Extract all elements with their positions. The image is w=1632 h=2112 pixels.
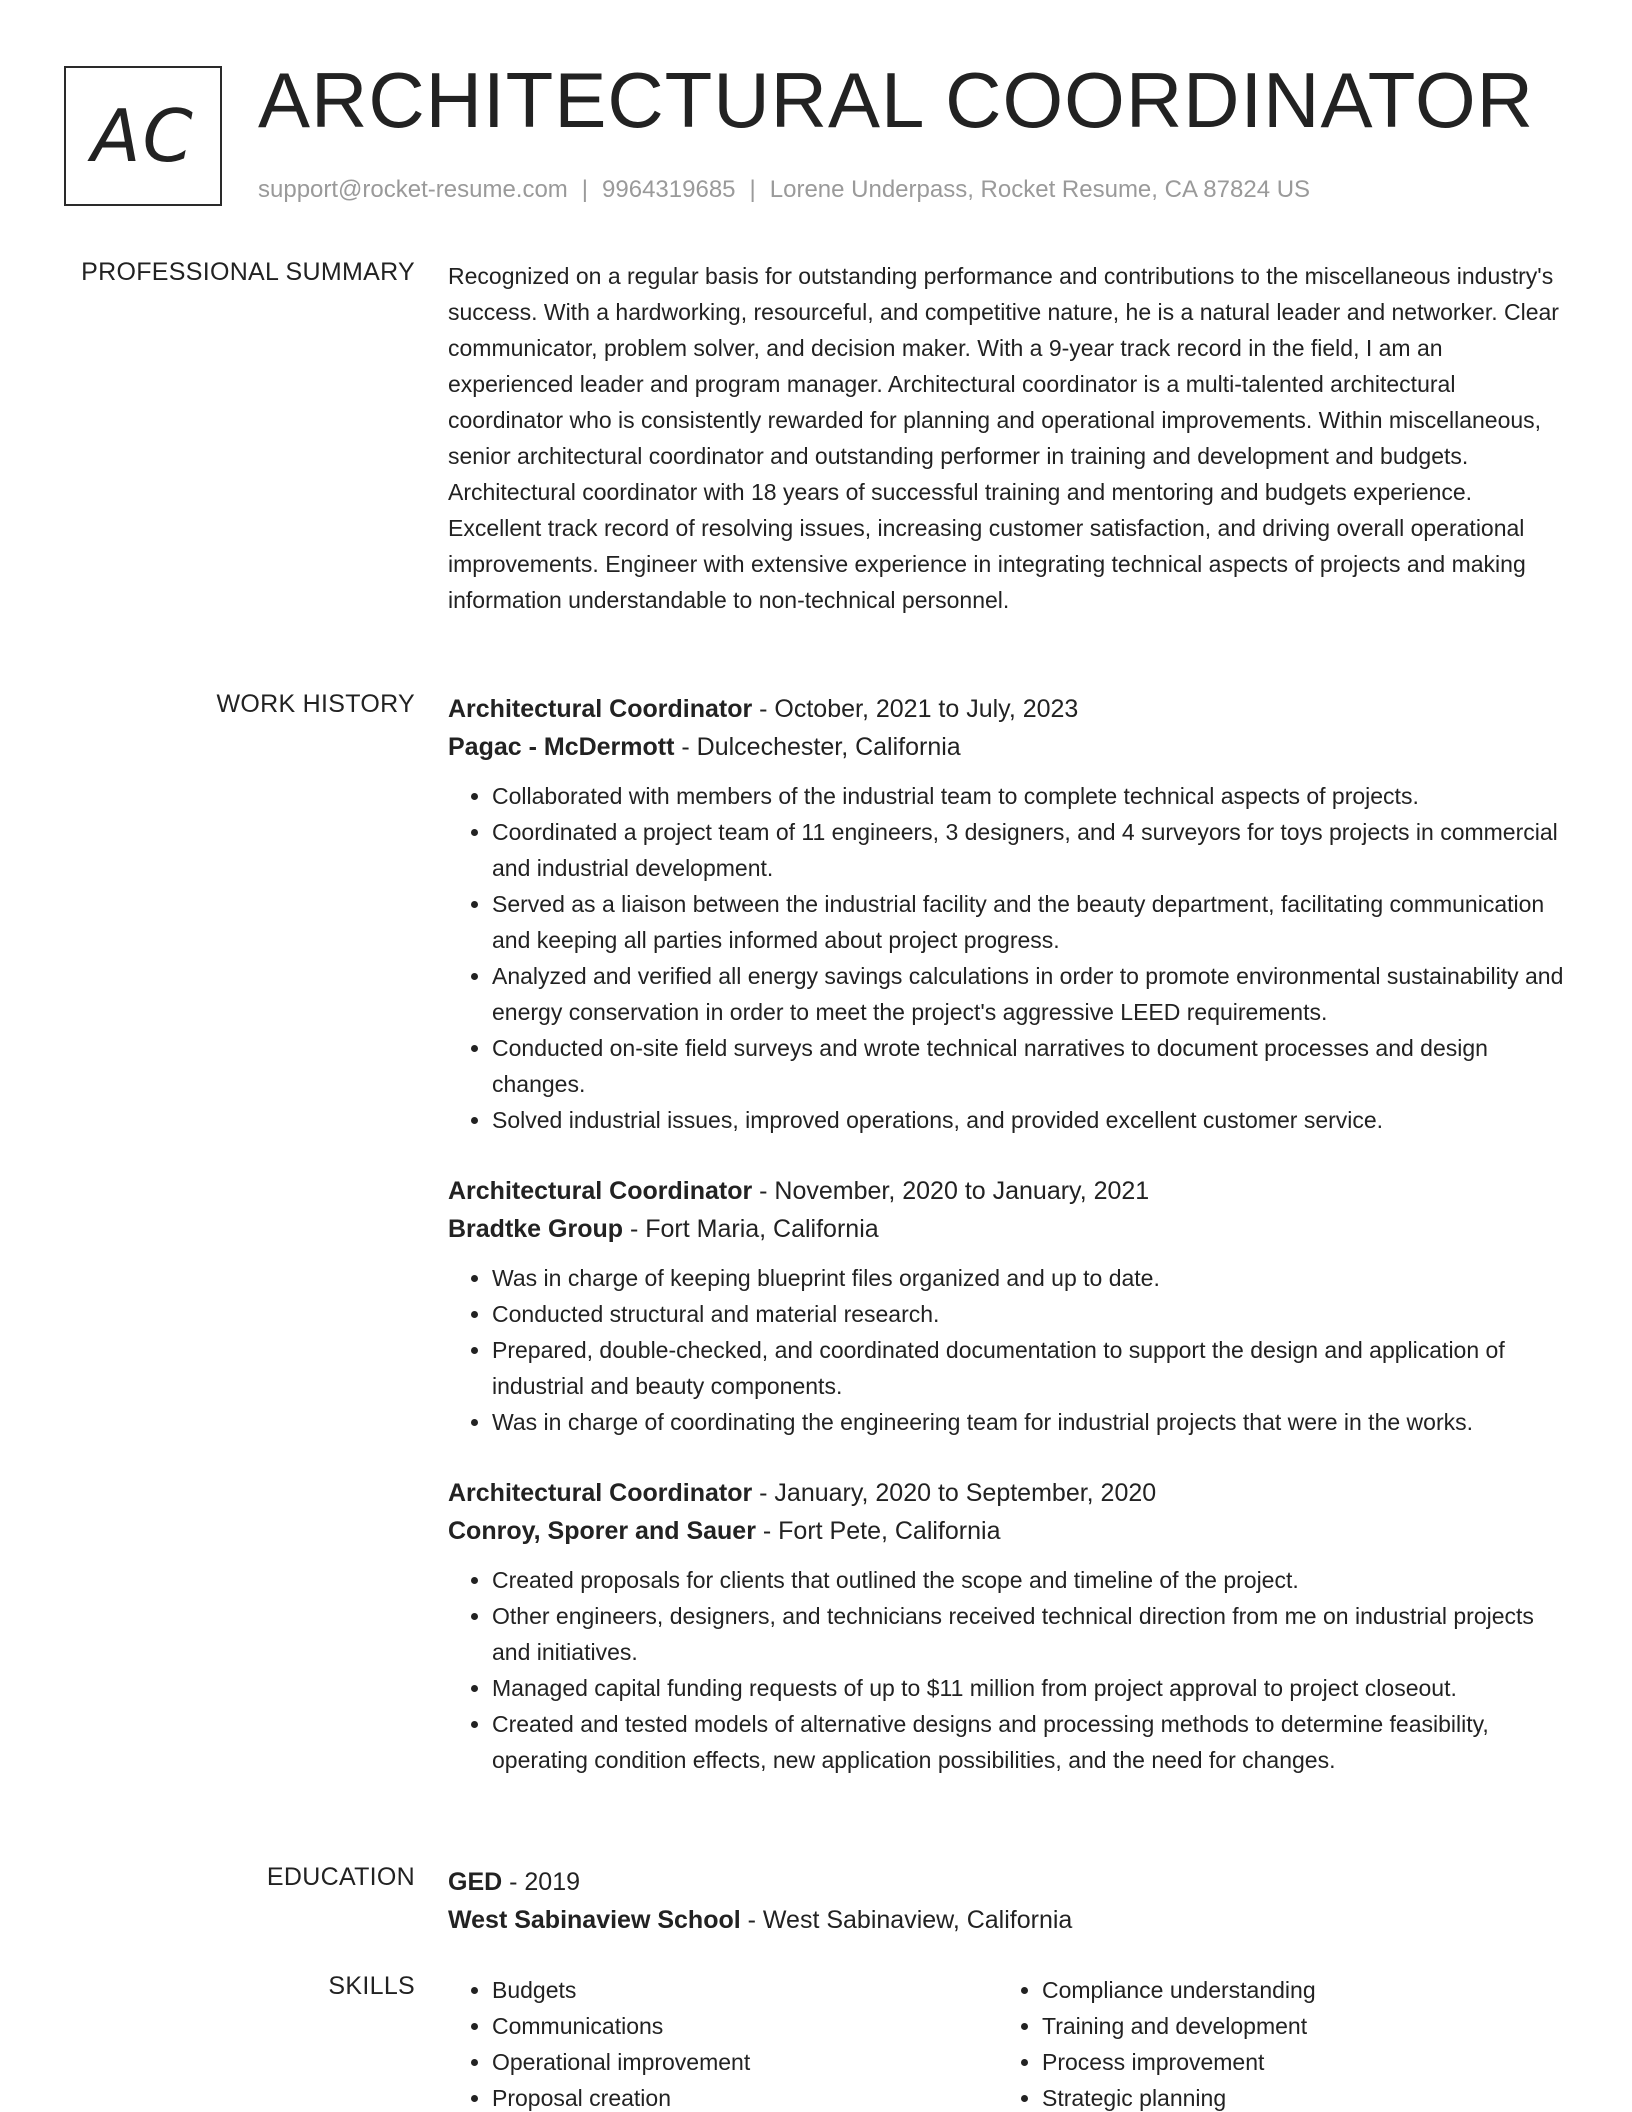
- job-title-line: [448, 1172, 1570, 1210]
- job-dates: - October, 2021 to July, 2023: [752, 695, 1079, 723]
- job-bullet: • Created and tested models of alternative designs and processing methods to determine feasibility, operating condition effects, new application possibilities, and the need for changes.: [492, 1706, 1570, 1778]
- skill-item: • Budgets: [492, 1972, 998, 2008]
- job-bullet: • Prepared, double-checked, and coordinated documentation to support the design and application of industrial and beauty components.: [492, 1332, 1570, 1404]
- skills-body: [448, 1972, 1570, 2112]
- monogram-box: [64, 66, 222, 206]
- job-bullets: [448, 778, 1570, 1138]
- job-dates: - November, 2020 to January, 2021: [752, 1177, 1150, 1205]
- skill-item: • Compliance understanding: [1042, 1972, 1548, 2008]
- skills-list-right: [998, 1972, 1548, 2112]
- education-school-line: [448, 1901, 1570, 1939]
- job-bullets: [448, 1562, 1570, 1778]
- job-company: Pagac - McDermott: [448, 733, 675, 761]
- job-bullet: • Conducted structural and material research.: [492, 1296, 1570, 1332]
- education-location: - West Sabinaview, California: [740, 1906, 1073, 1934]
- resume-title: ARCHITECTURAL COORDINATOR: [258, 56, 1534, 144]
- education-degree-line: [448, 1863, 1570, 1901]
- job-bullet: • Conducted on-site field surveys and wrote technical narratives to document processes and design changes.: [492, 1030, 1570, 1102]
- skills-columns: [448, 1972, 1570, 2112]
- contact-separator: |: [749, 176, 756, 203]
- summary-body: [448, 258, 1570, 618]
- skill-item: • Strategic planning: [1042, 2080, 1548, 2112]
- skill-item: • Proposal creation: [492, 2080, 998, 2112]
- work-history-body: [448, 690, 1570, 1812]
- education-degree: GED: [448, 1868, 503, 1896]
- section-label-skills: SKILLS: [328, 1972, 415, 2000]
- job-company: Conroy, Sporer and Sauer: [448, 1517, 756, 1545]
- job-title: Architectural Coordinator: [448, 695, 753, 723]
- contact-line: [258, 176, 1310, 204]
- job-bullet: • Solved industrial issues, improved operations, and provided excellent customer service.: [492, 1102, 1570, 1138]
- job-bullet: • Created proposals for clients that outlined the scope and timeline of the project.: [492, 1562, 1570, 1598]
- monogram-initials: AC: [91, 94, 195, 178]
- contact-separator: |: [581, 176, 589, 203]
- education-body: [448, 1863, 1570, 1939]
- skill-item: • Training and development: [1042, 2008, 1548, 2044]
- job-title-line: [448, 690, 1570, 728]
- job-bullet: • Managed capital funding requests of up to $11 million from project approval to project closeout.: [492, 1670, 1570, 1706]
- job-company: Bradtke Group: [448, 1215, 624, 1243]
- job-entry: [448, 1474, 1570, 1778]
- job-location: - Fort Maria, California: [623, 1215, 879, 1243]
- job-bullet: • Was in charge of keeping blueprint files organized and up to date.: [492, 1260, 1570, 1296]
- job-bullets: [448, 1260, 1570, 1440]
- contact-address: Lorene Underpass, Rocket Resume, CA 87824 US: [769, 176, 1311, 203]
- contact-email: support@rocket-resume.com: [258, 176, 568, 203]
- job-bullet: • Was in charge of coordinating the engineering team for industrial projects that were in the works.: [492, 1404, 1570, 1440]
- skill-item: • Process improvement: [1042, 2044, 1548, 2080]
- skills-list-left: [448, 1972, 998, 2112]
- job-location: - Fort Pete, California: [755, 1517, 1001, 1545]
- job-title: Architectural Coordinator: [448, 1479, 753, 1507]
- summary-text: Recognized on a regular basis for outstanding performance and contributions to the miscellaneous industry's success. With a hardworking, resourceful, and competitive nature, he is a natural leader and networker. Clear communicator, problem solver, and decision maker. With a 9-year track record in the field, I am an experienced leader and program manager. Architectural coordinator is a multi-talented architectural coordinator who is consistently rewarded for planning and operational improvements. Within miscellaneous, senior architectural coordinator and outstanding performer in training and development and budgets. Architectural coordinator with 18 years of successful training and mentoring and budgets experience. Excellent track record of resolving issues, increasing customer satisfaction, and driving overall operational improvements. Engineer with extensive experience in integrating technical aspects of projects and making information understandable to non-technical personnel.: [448, 263, 1559, 613]
- job-bullet: • Collaborated with members of the industrial team to complete technical aspects of projects.: [492, 778, 1570, 814]
- job-bullet: • Served as a liaison between the industrial facility and the beauty department, facilitating communication and keeping all parties informed about project progress.: [492, 886, 1570, 958]
- job-bullet: • Coordinated a project team of 11 engineers, 3 designers, and 4 surveyors for toys projects in commercial and industrial development.: [492, 814, 1570, 886]
- job-bullet: • Other engineers, designers, and technicians received technical direction from me on industrial projects and initiatives.: [492, 1598, 1570, 1670]
- contact-phone: 9964319685: [602, 176, 736, 203]
- education-year: - 2019: [502, 1868, 581, 1896]
- section-label-education: EDUCATION: [266, 1863, 415, 1891]
- section-label-summary: PROFESSIONAL SUMMARY: [81, 258, 415, 286]
- job-company-line: [448, 1210, 1570, 1248]
- job-location: - Dulcechester, California: [674, 733, 961, 761]
- job-entry: [448, 1172, 1570, 1440]
- skill-item: • Communications: [492, 2008, 998, 2044]
- job-bullet: • Analyzed and verified all energy savings calculations in order to promote environmental sustainability and energy conservation in order to meet the project's aggressive LEED requirements.: [492, 958, 1570, 1030]
- education-school: West Sabinaview School: [448, 1906, 741, 1934]
- job-company-line: [448, 728, 1570, 766]
- job-title-line: [448, 1474, 1570, 1512]
- job-title: Architectural Coordinator: [448, 1177, 753, 1205]
- job-dates: - January, 2020 to September, 2020: [752, 1479, 1157, 1507]
- job-entry: [448, 690, 1570, 1138]
- section-label-work: WORK HISTORY: [216, 690, 415, 718]
- job-company-line: [448, 1512, 1570, 1550]
- skill-item: • Operational improvement: [492, 2044, 998, 2080]
